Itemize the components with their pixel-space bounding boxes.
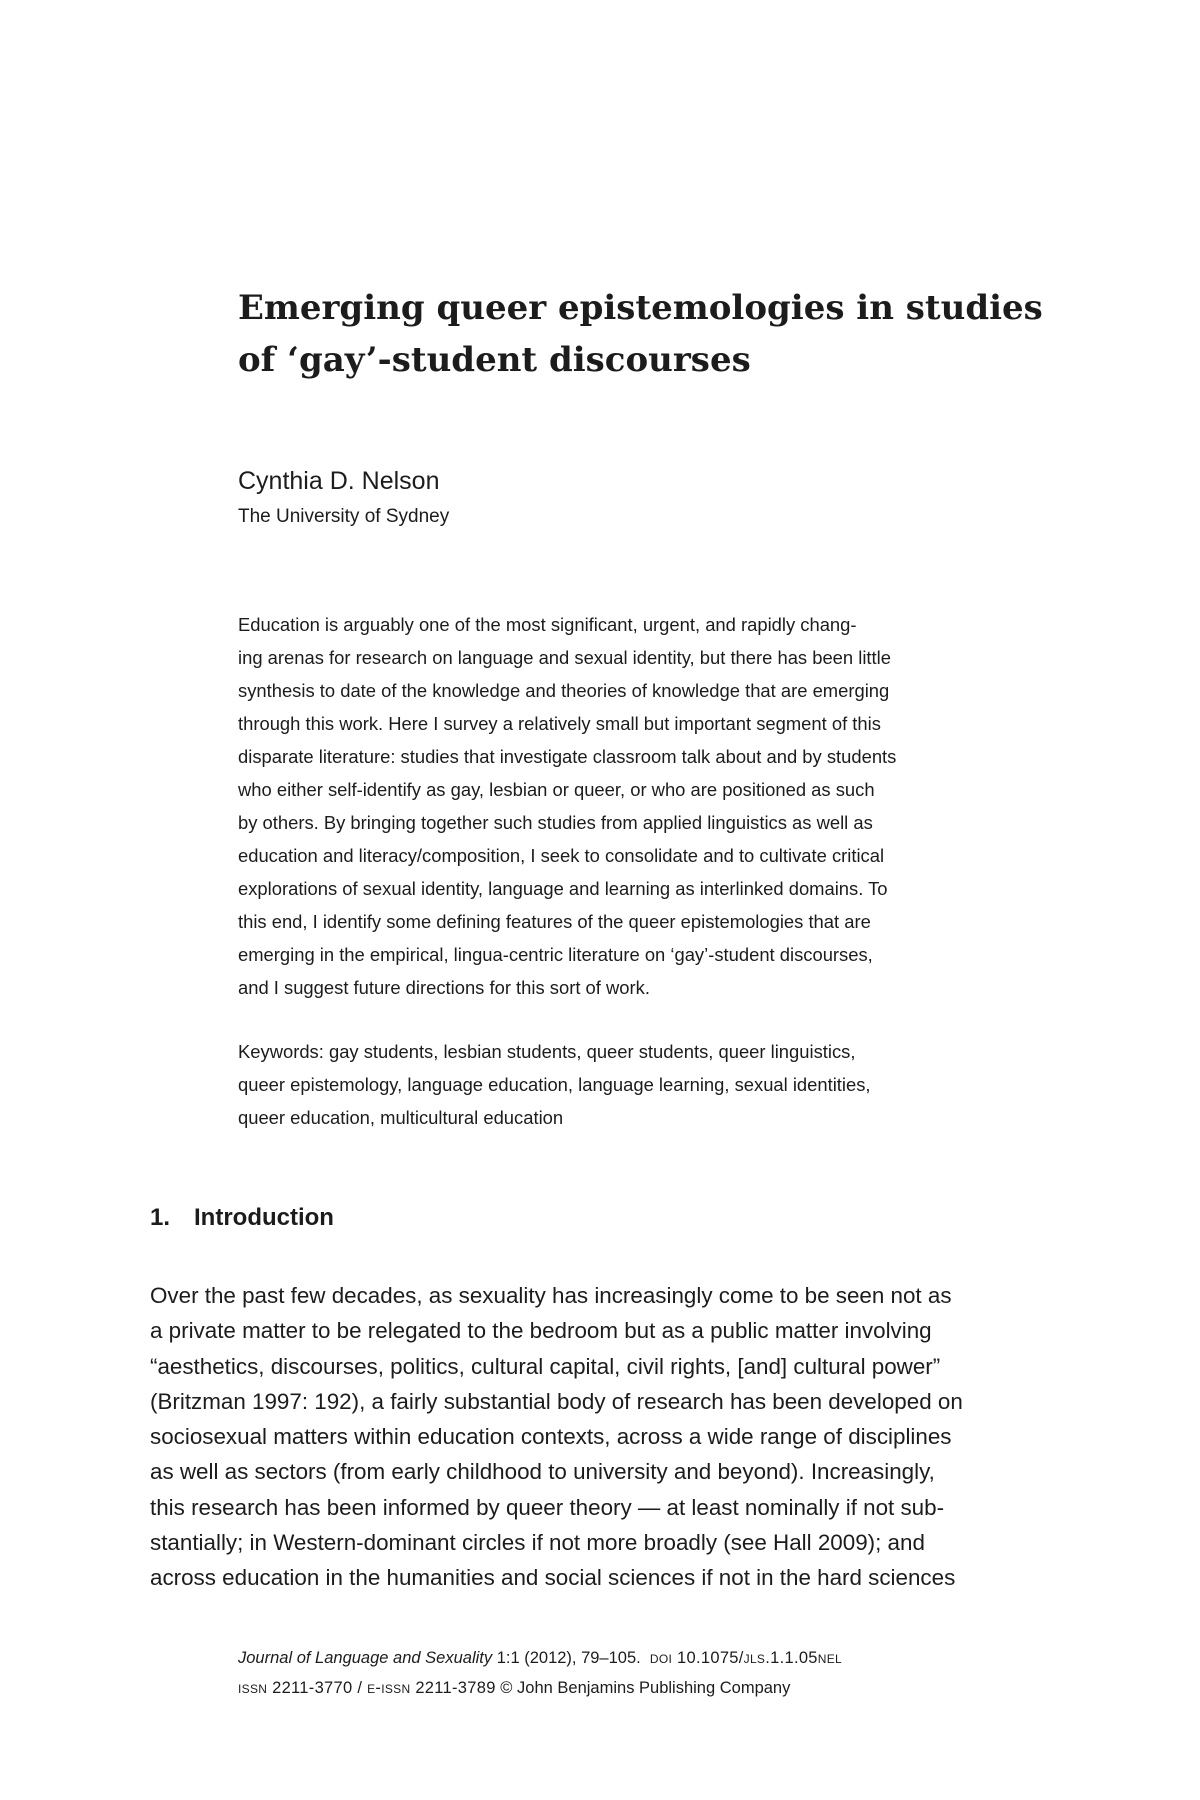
abstract-line: this end, I identify some defining features of the queer epistemologies that are xyxy=(238,911,871,932)
body-line: (Britzman 1997: 192), a fairly substantial body of research has been developed on xyxy=(150,1388,963,1414)
body-line: this research has been informed by queer theory — at least nominally if not sub- xyxy=(150,1494,945,1520)
keywords-line: Keywords: gay students, lesbian students, queer students, queer linguistics, xyxy=(238,1041,856,1062)
abstract-line: Education is arguably one of the most significant, urgent, and rapidly chang- xyxy=(238,614,857,635)
abstract-line: who either self-identify as gay, lesbian or queer, or who are positioned as such xyxy=(238,779,875,800)
keywords xyxy=(238,1035,1008,1134)
abstract-line: ing arenas for research on language and sexual identity, but there has been little xyxy=(238,647,891,668)
body-line: sociosexual matters within education contexts, across a wide range of disciplines xyxy=(150,1424,952,1450)
author-affiliation: The University of Sydney xyxy=(238,506,450,527)
section-heading xyxy=(150,1202,334,1234)
body-line: “aesthetics, discourses, politics, cultural capital, civil rights, [and] cultural power” xyxy=(150,1353,941,1379)
body-paragraph xyxy=(150,1278,1050,1596)
abstract-line: and I suggest future directions for this sort of work. xyxy=(238,977,650,998)
body-line: a private matter to be relegated to the bedroom but as a public matter involving xyxy=(150,1318,932,1344)
section-number: 1. xyxy=(150,1204,171,1231)
body-line: across education in the humanities and social sciences if not in the hard sciences xyxy=(150,1565,956,1591)
abstract-line: emerging in the empirical, lingua-centric literature on ‘gay’-student discourses, xyxy=(238,944,873,965)
abstract-line: by others. By bringing together such studies from applied linguistics as well as xyxy=(238,812,873,833)
article-title-line: of ‘gay’-student discourses xyxy=(238,340,751,380)
abstract-line: explorations of sexual identity, language and learning as interlinked domains. To xyxy=(238,878,888,899)
publisher: © John Benjamins Publishing Company xyxy=(500,1679,791,1697)
footer-citation-line xyxy=(238,1643,1038,1673)
body-line: Over the past few decades, as sexuality has increasingly come to be seen not as xyxy=(150,1283,952,1308)
abstract-line: disparate literature: studies that investigate classroom talk about and by students xyxy=(238,746,897,767)
abstract-line: through this work. Here I survey a relatively small but important segment of this xyxy=(238,713,881,734)
journal-citation: 1:1 (2012), 79–105. xyxy=(492,1649,641,1667)
section-title: Introduction xyxy=(194,1204,334,1231)
footer-issn-line xyxy=(238,1673,1038,1703)
author-name: Cynthia D. Nelson xyxy=(238,467,440,495)
article-title-line: Emerging queer epistemologies in studies xyxy=(238,288,1043,328)
abstract-line: synthesis to date of the knowledge and theories of knowledge that are emerging xyxy=(238,680,890,701)
page-footer xyxy=(238,1643,1038,1703)
body-line: as well as sectors (from early childhood to university and beyond). Increasingly, xyxy=(150,1459,935,1485)
abstract xyxy=(238,608,1008,1004)
body-line: stantially; in Western-dominant circles if not more broadly (see Hall 2009); and xyxy=(150,1530,925,1556)
doi: doi 10.1075/jls.1.1.05nel xyxy=(649,1649,843,1667)
keywords-line: queer epistemology, language education, language learning, sexual identities, xyxy=(238,1074,871,1095)
abstract-line: education and literacy/composition, I seek to consolidate and to cultivate critical xyxy=(238,845,885,866)
journal-name: Journal of Language and Sexuality xyxy=(238,1649,493,1667)
keywords-line: queer education, multicultural education xyxy=(238,1107,564,1128)
issn: issn 2211-3770 / e-issn 2211-3789 xyxy=(238,1679,496,1697)
article-title xyxy=(238,282,1043,386)
